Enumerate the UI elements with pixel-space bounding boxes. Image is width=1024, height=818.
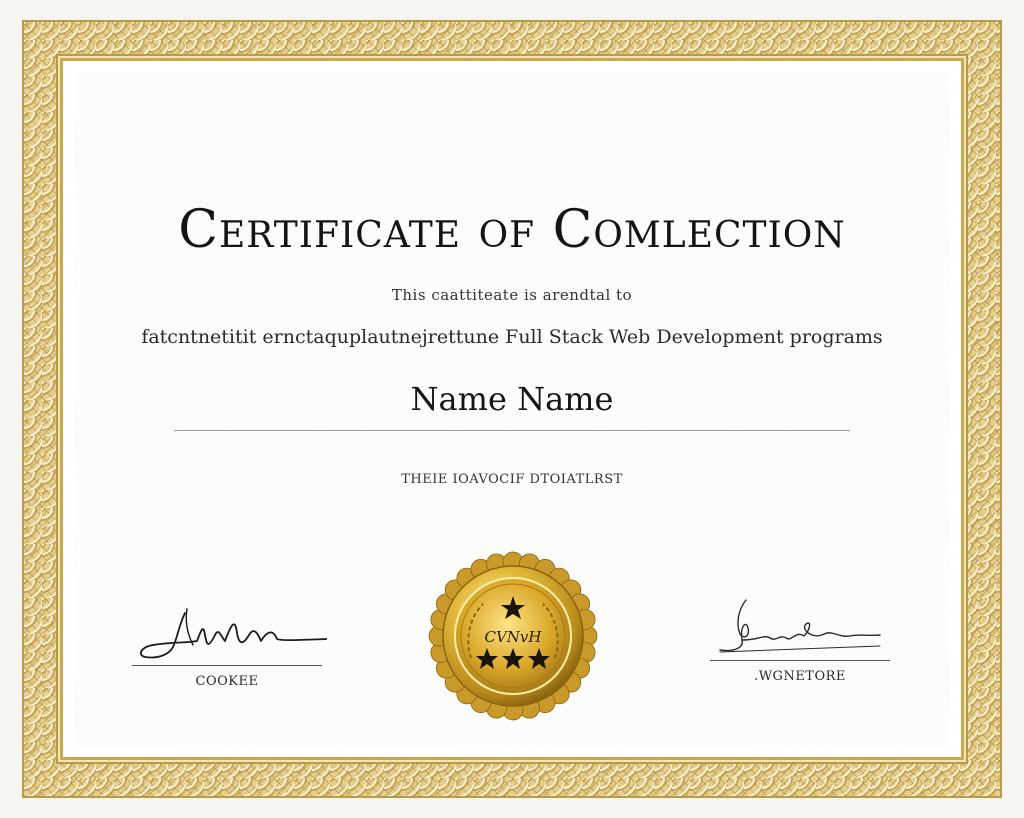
certificate-title: Certificate of Comlection (178, 200, 846, 260)
awarded-to-line: This caattiteate is arendtal to (391, 286, 633, 304)
signature-left (127, 595, 327, 665)
date-line: THEIE IOAVOCIF DTOIATLRST (401, 472, 623, 487)
program-description: fatcntnetitit ernctaquplautnejrettune Full Stack Web Development programs (141, 326, 883, 348)
signature-line-left (132, 665, 322, 666)
gold-seal (425, 548, 601, 724)
signature-line-right (710, 660, 890, 661)
seal-inscription: CVNvH (484, 628, 542, 646)
signature-right (700, 590, 900, 660)
signature-block-right (700, 590, 900, 684)
signature-label-right: .WGNETORE (754, 669, 846, 684)
signature-label-left: COOKEE (195, 674, 259, 689)
recipient-name-rule (174, 430, 850, 431)
signature-block-left (127, 595, 327, 689)
recipient-name: Name Name (410, 380, 614, 418)
